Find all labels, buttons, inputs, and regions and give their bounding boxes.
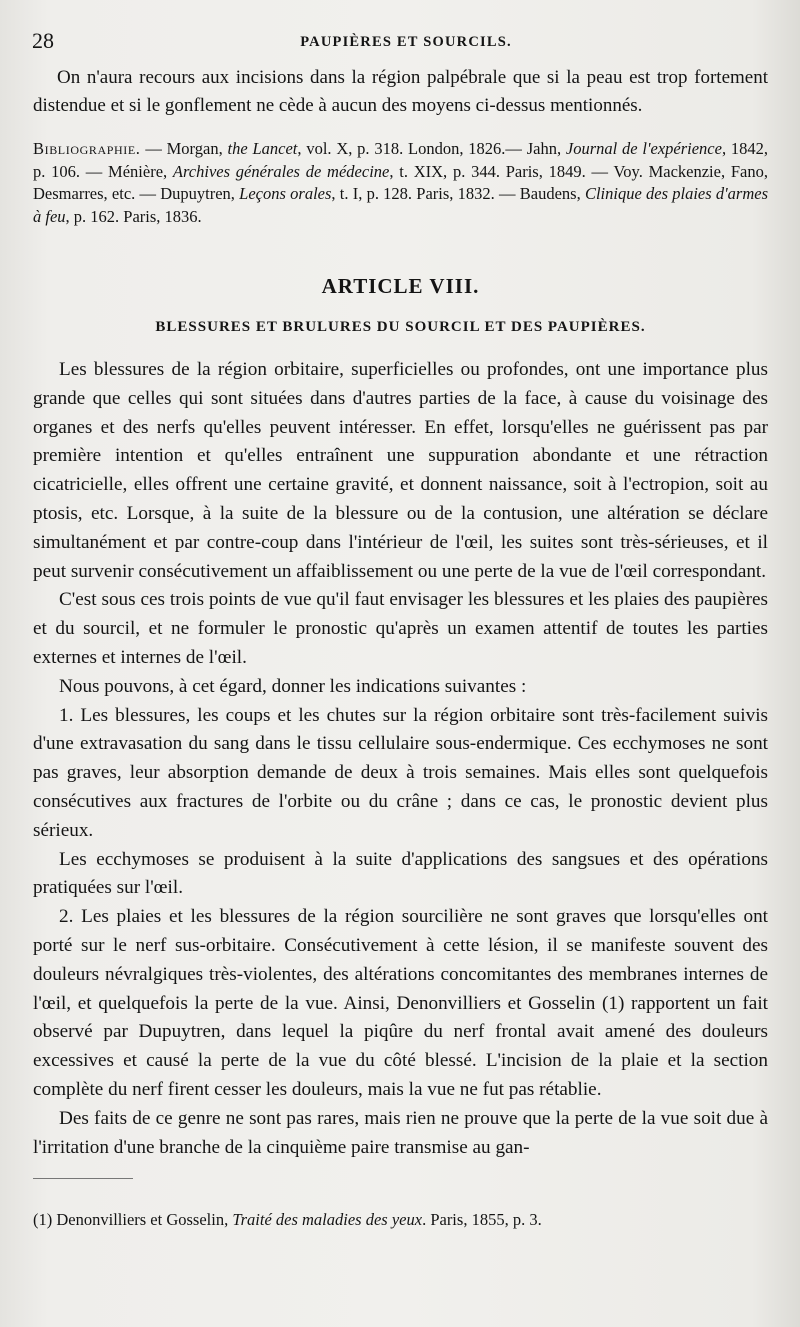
bibliography: [33, 138, 768, 228]
running-title: PAUPIÈRES ET SOURCILS.: [300, 34, 512, 50]
bibliography-title: Journal de l'expérience: [565, 139, 722, 158]
bibliography-text: — Morgan,: [140, 139, 228, 158]
footnote-title: Traité des maladies des yeux: [232, 1210, 423, 1230]
running-header: [32, 28, 780, 58]
body-paragraph: Les blessures de la région orbitaire, superficielles ou profondes, ont une importance plus grande que celles qui sont situées dans d'autres parties de la face, à cause du voisinage des organes et des nerfs qu'elles peuvent intéresser. En effet, lorsqu'elles ne guérissent pas par première intention et qu'elles entraînent une suppuration abondante et une rétraction cicatricielle, elles offrent une certaine gravité, et donnent naissance, soit à l'ectropion, soit au ptosis, etc. Lorsque, à la suite de la blessure ou de la contusion, une altération se déclare simultanément et par contre-coup dans l'intérieur de l'œil, les suites sont très-sérieuses, et il peut survenir consécutivement un affaiblissement ou une perte de la vue de l'œil correspondant.: [33, 359, 768, 582]
bibliography-title: Archives générales de médecine: [172, 161, 390, 181]
footnote-text: (1) Denonvilliers et Gosselin,: [33, 1210, 233, 1230]
body-paragraph: C'est sous ces trois points de vue qu'il faut envisager les blessures et les plaies des paupières et du sourcil, et ne formuler le pronostic qu'après un examen attentif de toutes les parties externes et internes de l'œil.: [33, 589, 768, 668]
bibliography-title: the Lancet: [227, 139, 298, 158]
article-subtitle: BLESSURES ET BRULURES DU SOURCIL ET DES PAUPIÈRES.: [155, 319, 646, 335]
body-paragraph: Nous pouvons, à cet égard, donner les indications suivantes :: [59, 675, 527, 697]
footnote-text: . Paris, 1855, p. 3.: [422, 1210, 542, 1230]
body-paragraph: Les ecchymoses se produisent à la suite d'applications des sangsues et des opérations pratiquées sur l'œil.: [33, 848, 768, 899]
bibliography-text: , vol. X, p. 318. London, 1826.— Jahn,: [297, 139, 566, 158]
body-text: [33, 64, 768, 1231]
bibliography-text: , t. XIX, p. 344. Paris, 1849. — Voy. Mackenzie, Fano, Desmarres, etc. — Dupuytren,: [33, 161, 768, 203]
page-number: 28: [32, 28, 54, 53]
bibliography-title: Clinique des plaies d'armes à feu: [33, 184, 768, 226]
footnote-rule: [33, 1178, 133, 1179]
body-paragraph: Des faits de ce genre ne sont pas rares, mais rien ne prouve que la perte de la vue soit due à l'irritation d'une branche de la cinquième paire transmise au gan-: [33, 1107, 768, 1158]
lead-paragraph: On n'aura recours aux incisions dans la région palpébrale que si la peau est trop fortement distendue et si le gonflement ne cède à aucun des moyens ci-dessus mentionnés.: [33, 67, 768, 116]
bibliography-title: Leçons orales: [239, 184, 332, 203]
bibliography-text: , 1842, p. 106. — Ménière,: [33, 139, 769, 181]
body-paragraph: 1. Les blessures, les coups et les chutes sur la région orbitaire sont très-facilement suivis d'une extravasation du sang dans le tissu cellulaire sous-endermique. Ces ecchymoses ne sont pas graves, leur absorption demande de deux à trois semaines. Mais elles sont quelquefois consécutives aux fractures de l'orbite ou du crâne ; dans ce cas, le pronostic devient plus sérieux.: [33, 704, 768, 841]
body-paragraph: 2. Les plaies et les blessures de la région sourcilière ne sont graves que lorsqu'elles ont porté sur le nerf sus-orbitaire. Consécutivement à cette lésion, il se manifeste souvent des douleurs névralgiques très-violentes, des altérations concomitantes des membranes internes de l'œil, et quelquefois la perte de la vue. Ainsi, Denonvilliers et Gosselin (1) rapportent un fait observé par Dupuytren, dans lequel la piqûre du nerf frontal avait amené des douleurs excessives et causé la perte de la vue du côté blessé. L'incision de la plaie et la section complète du nerf firent cesser les douleurs, mais la vue ne fut pas rétablie.: [33, 906, 768, 1100]
bibliography-text: , t. I, p. 128. Paris, 1832. — Baudens,: [331, 184, 585, 203]
article-title: ARTICLE VIII.: [321, 274, 480, 298]
bibliography-label: Bibliographie.: [33, 139, 141, 158]
bibliography-text: , p. 162. Paris, 1836.: [65, 206, 202, 226]
footnote: [33, 1209, 768, 1231]
